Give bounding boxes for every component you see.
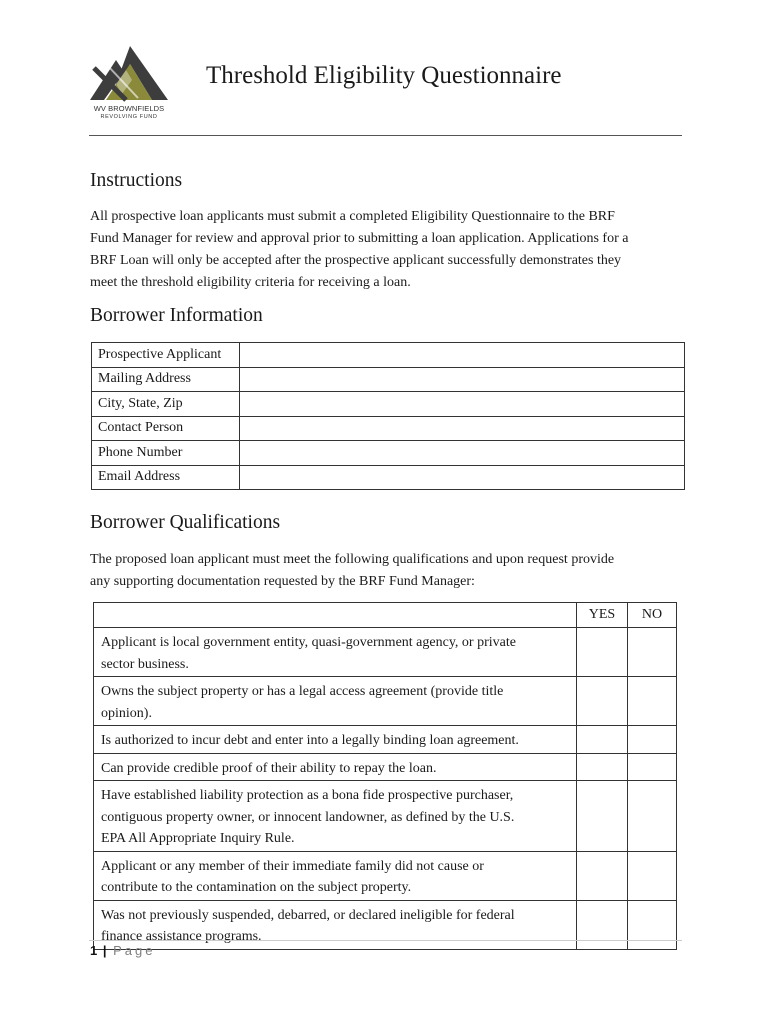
footer-separator: | [102, 943, 107, 958]
email-address-label: Email Address [92, 465, 240, 490]
instructions-paragraph [90, 206, 690, 294]
question-line: finance assistance programs. [101, 929, 262, 944]
qualifications-intro-line: The proposed loan applicant must meet the following qualifications and upon request provide [90, 552, 615, 567]
table-row [94, 900, 677, 949]
qualifications-table [93, 602, 677, 950]
table-row [94, 677, 677, 726]
qualifications-heading: Borrower Qualifications [90, 512, 281, 533]
question-line: Applicant or any member of their immediate family did not cause or [101, 858, 484, 874]
no-checkbox-cell[interactable] [628, 677, 677, 726]
table-row [94, 628, 677, 677]
contact-person-field[interactable] [240, 416, 685, 441]
no-checkbox-cell[interactable] [628, 781, 677, 852]
no-checkbox-cell[interactable] [628, 851, 677, 900]
table-row [92, 367, 685, 392]
table-row [92, 441, 685, 466]
page-label: Page [113, 943, 156, 958]
mountain-logo-icon [86, 42, 172, 104]
table-row [92, 465, 685, 490]
table-row [94, 726, 677, 754]
yes-checkbox-cell[interactable] [577, 900, 628, 949]
yes-checkbox-cell[interactable] [577, 781, 628, 852]
table-row [94, 781, 677, 852]
phone-number-label: Phone Number [92, 441, 240, 466]
phone-number-field[interactable] [240, 441, 685, 466]
question-line: contiguous property owner, or innocent landowner, as defined by the U.S. [101, 809, 515, 825]
qualifications-intro [90, 549, 690, 593]
city-state-zip-field[interactable] [240, 392, 685, 417]
no-column-header: NO [628, 603, 677, 628]
question-line: EPA All Appropriate Inquiry Rule. [101, 831, 295, 846]
no-checkbox-cell[interactable] [628, 628, 677, 677]
question-line: Owns the subject property or has a legal access agreement (provide title [101, 684, 504, 699]
yes-checkbox-cell[interactable] [577, 726, 628, 754]
qualification-question [94, 753, 577, 781]
question-line: Have established liability protection as a bona fide prospective purchaser, [101, 788, 514, 803]
page-footer [90, 943, 156, 958]
yes-column-header: YES [577, 603, 628, 628]
title-divider [89, 135, 682, 136]
table-row [92, 416, 685, 441]
qualification-question [94, 677, 577, 726]
instructions-heading: Instructions [90, 170, 183, 191]
applicant-field[interactable] [240, 343, 685, 368]
borrower-info-table [91, 342, 685, 490]
table-row [92, 343, 685, 368]
question-line: Is authorized to incur debt and enter into a legally binding loan agreement. [101, 733, 519, 748]
logo-text-secondary: REVOLVING FUND [100, 114, 158, 120]
page-title: Threshold Eligibility Questionnaire [206, 62, 562, 89]
question-line: Can provide credible proof of their ability to repay the loan. [101, 760, 437, 776]
page-number: 1 [90, 943, 98, 958]
applicant-label: Prospective Applicant [92, 343, 240, 368]
yes-checkbox-cell[interactable] [577, 677, 628, 726]
table-header-row [94, 603, 677, 628]
qualification-question [94, 781, 577, 852]
instructions-line: Fund Manager for review and approval prior to submitting a loan application. Applications for a [90, 231, 629, 246]
yes-checkbox-cell[interactable] [577, 628, 628, 677]
city-state-zip-label: City, State, Zip [92, 392, 240, 417]
table-row [94, 851, 677, 900]
no-checkbox-cell[interactable] [628, 726, 677, 754]
email-address-field[interactable] [240, 465, 685, 490]
qualification-question [94, 900, 577, 949]
instructions-line: meet the threshold eligibility criteria for receiving a loan. [90, 275, 411, 290]
instructions-line: All prospective loan applicants must submit a completed Eligibility Questionnaire to the BRF [90, 209, 615, 224]
question-line: opinion). [101, 705, 152, 721]
brownfields-logo [86, 42, 172, 122]
mailing-address-label: Mailing Address [92, 367, 240, 392]
borrower-info-heading: Borrower Information [90, 305, 263, 326]
qualification-question [94, 851, 577, 900]
instructions-line: BRF Loan will only be accepted after the prospective applicant successfully demonstrates they [90, 253, 622, 268]
qualification-question [94, 628, 577, 677]
footer-divider [89, 940, 682, 941]
yes-checkbox-cell[interactable] [577, 753, 628, 781]
qualifications-intro-line: any supporting documentation requested by the BRF Fund Manager: [90, 574, 475, 589]
qualification-question [94, 726, 577, 754]
question-column-header [94, 603, 577, 628]
table-row [92, 392, 685, 417]
logo-text-primary: WV BROWNFIELDS [93, 104, 165, 113]
no-checkbox-cell[interactable] [628, 900, 677, 949]
table-row [94, 753, 677, 781]
question-line: Was not previously suspended, debarred, or declared ineligible for federal [101, 907, 515, 923]
no-checkbox-cell[interactable] [628, 753, 677, 781]
contact-person-label: Contact Person [92, 416, 240, 441]
mailing-address-field[interactable] [240, 367, 685, 392]
question-line: sector business. [101, 656, 189, 672]
question-line: Applicant is local government entity, quasi-government agency, or private [101, 635, 516, 650]
question-line: contribute to the contamination on the subject property. [101, 880, 412, 895]
yes-checkbox-cell[interactable] [577, 851, 628, 900]
